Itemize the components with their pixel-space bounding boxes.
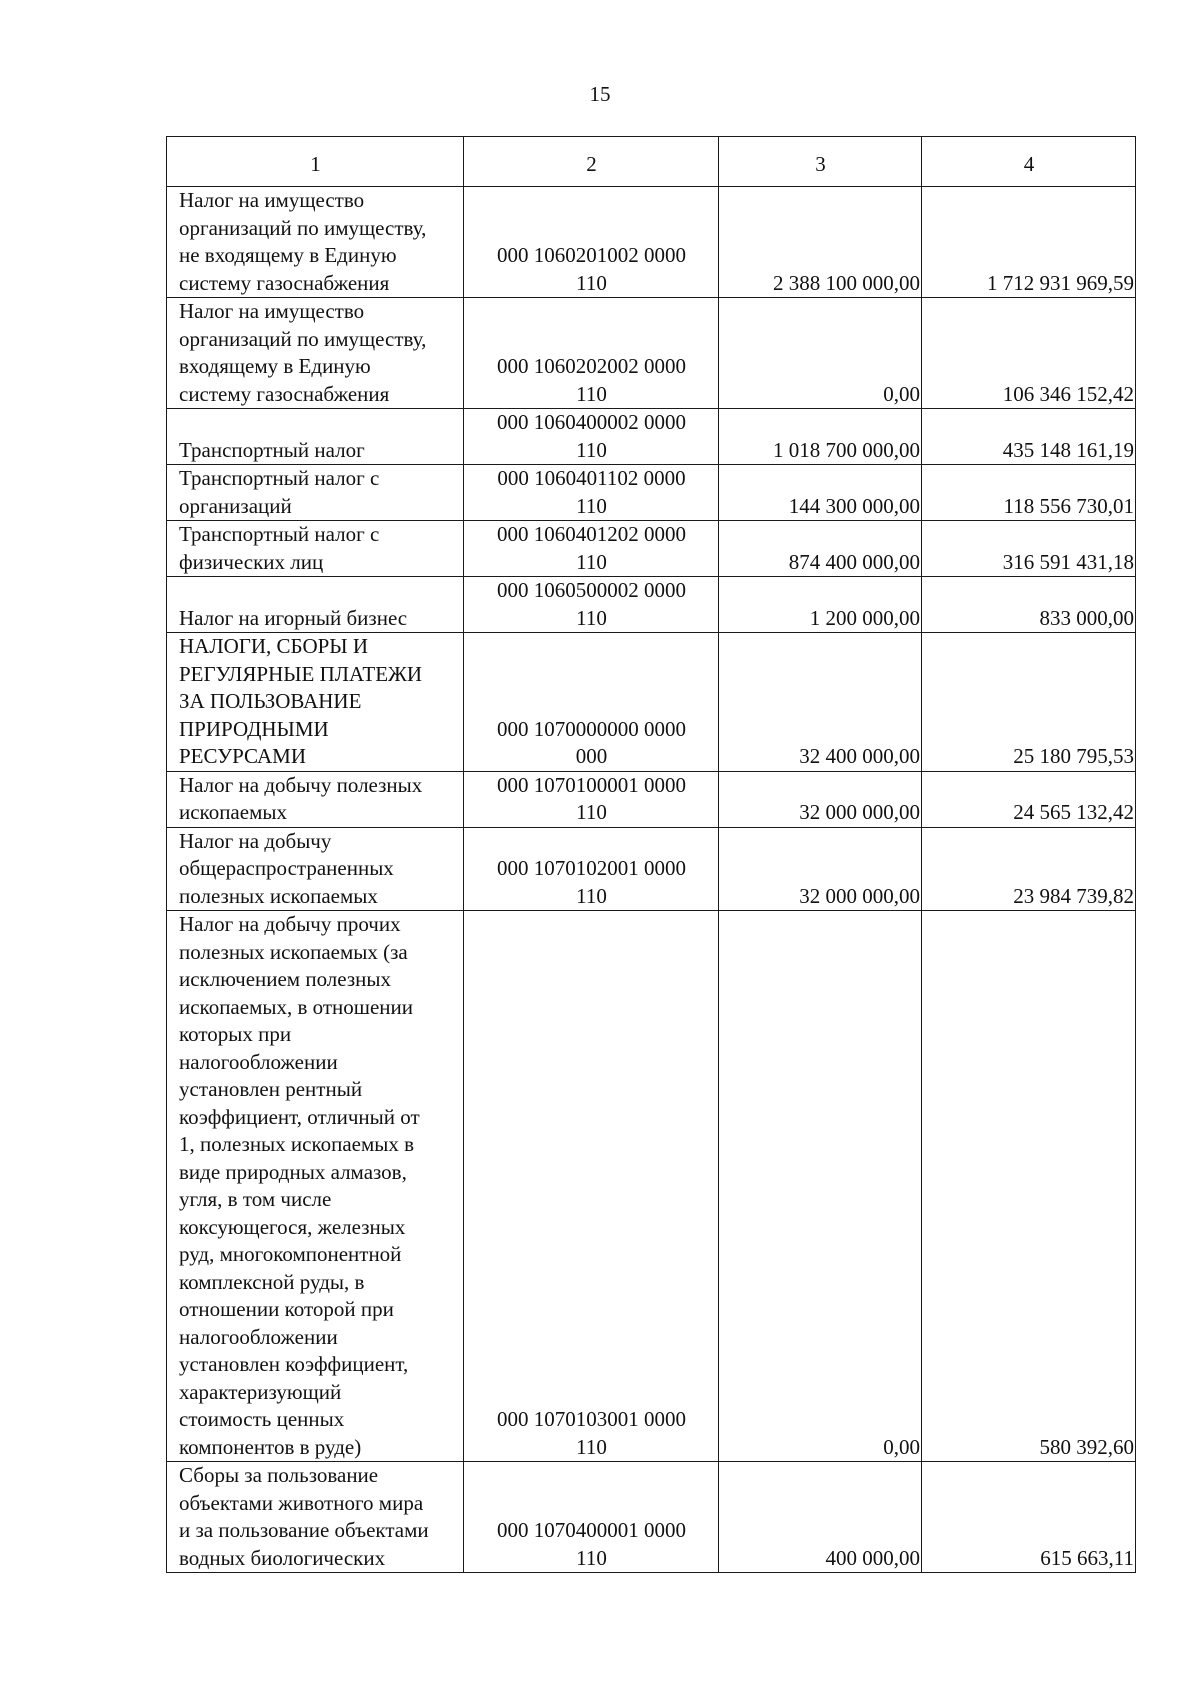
row-fact-cell: 118 556 730,01 [922,465,1136,521]
table-header-row [167,137,1136,187]
row-name-cell: Налог на добычу полезных ископаемых [167,771,464,827]
table-row [167,633,1136,772]
row-code-cell: 000 1060400002 0000 110 [464,409,719,465]
row-fact-cell: 1 712 931 969,59 [922,187,1136,298]
row-code-cell: 000 1070400001 0000 110 [464,1462,719,1573]
row-plan-cell: 144 300 000,00 [719,465,922,521]
row-name-cell: Налог на имущество организаций по имуществу, не входящему в Единую систему газоснабжения [167,187,464,298]
row-name-cell: Налог на игорный бизнес [167,577,464,633]
row-code-cell: 000 1060201002 0000 110 [464,187,719,298]
column-header: 3 [719,137,922,187]
row-name-cell: НАЛОГИ, СБОРЫ И РЕГУЛЯРНЫЕ ПЛАТЕЖИ ЗА ПОЛЬЗОВАНИЕ ПРИРОДНЫМИ РЕСУРСАМИ [167,633,464,772]
row-code-cell: 000 1060202002 0000 110 [464,298,719,409]
row-fact-cell: 580 392,60 [922,911,1136,1462]
row-code-cell: 000 1060401202 0000 110 [464,521,719,577]
table-row [167,409,1136,465]
row-name-cell: Налог на добычу прочих полезных ископаемых (за исключением полезных ископаемых, в отношении которых при налогообложении установлен рентный коэффициент, отличный от 1, полезных ископаемых в виде природных алмазов, угля, в том числе коксующегося, железных руд, многокомпонентной комплексной руды, в отношении которой при налогообложении установлен коэффициент, характеризующий стоимость ценных компонентов в руде) [167,911,464,1462]
row-fact-cell: 24 565 132,42 [922,771,1136,827]
row-name-cell: Транспортный налог [167,409,464,465]
row-fact-cell: 316 591 431,18 [922,521,1136,577]
table-row [167,521,1136,577]
row-code-cell: 000 1070103001 0000 110 [464,911,719,1462]
table-row [167,187,1136,298]
row-fact-cell: 435 148 161,19 [922,409,1136,465]
row-name-cell: Налог на имущество организаций по имуществу, входящему в Единую систему газоснабжения [167,298,464,409]
row-plan-cell: 874 400 000,00 [719,521,922,577]
row-plan-cell: 2 388 100 000,00 [719,187,922,298]
table-row [167,911,1136,1462]
row-code-cell: 000 1060500002 0000 110 [464,577,719,633]
row-fact-cell: 615 663,11 [922,1462,1136,1573]
row-fact-cell: 106 346 152,42 [922,298,1136,409]
column-header: 2 [464,137,719,187]
column-header: 4 [922,137,1136,187]
row-plan-cell: 0,00 [719,911,922,1462]
row-plan-cell: 32 000 000,00 [719,771,922,827]
table-row [167,1462,1136,1573]
row-fact-cell: 23 984 739,82 [922,827,1136,911]
row-code-cell: 000 1070100001 0000 110 [464,771,719,827]
row-plan-cell: 400 000,00 [719,1462,922,1573]
page-number: 15 [589,82,611,106]
row-plan-cell: 32 400 000,00 [719,633,922,772]
revenue-table [166,136,1136,1573]
table-row [167,827,1136,911]
row-plan-cell: 1 018 700 000,00 [719,409,922,465]
row-code-cell: 000 1070000000 0000 000 [464,633,719,772]
row-fact-cell: 25 180 795,53 [922,633,1136,772]
row-plan-cell: 32 000 000,00 [719,827,922,911]
row-plan-cell: 1 200 000,00 [719,577,922,633]
row-name-cell: Транспортный налог с организаций [167,465,464,521]
row-code-cell: 000 1070102001 0000 110 [464,827,719,911]
table-row [167,577,1136,633]
row-name-cell: Транспортный налог с физических лиц [167,521,464,577]
table-row [167,771,1136,827]
row-name-cell: Сборы за пользование объектами животного мира и за пользование объектами водных биологических [167,1462,464,1573]
row-code-cell: 000 1060401102 0000 110 [464,465,719,521]
row-fact-cell: 833 000,00 [922,577,1136,633]
column-header: 1 [167,137,464,187]
table-row [167,298,1136,409]
row-plan-cell: 0,00 [719,298,922,409]
table-row [167,465,1136,521]
row-name-cell: Налог на добычу общераспространенных полезных ископаемых [167,827,464,911]
